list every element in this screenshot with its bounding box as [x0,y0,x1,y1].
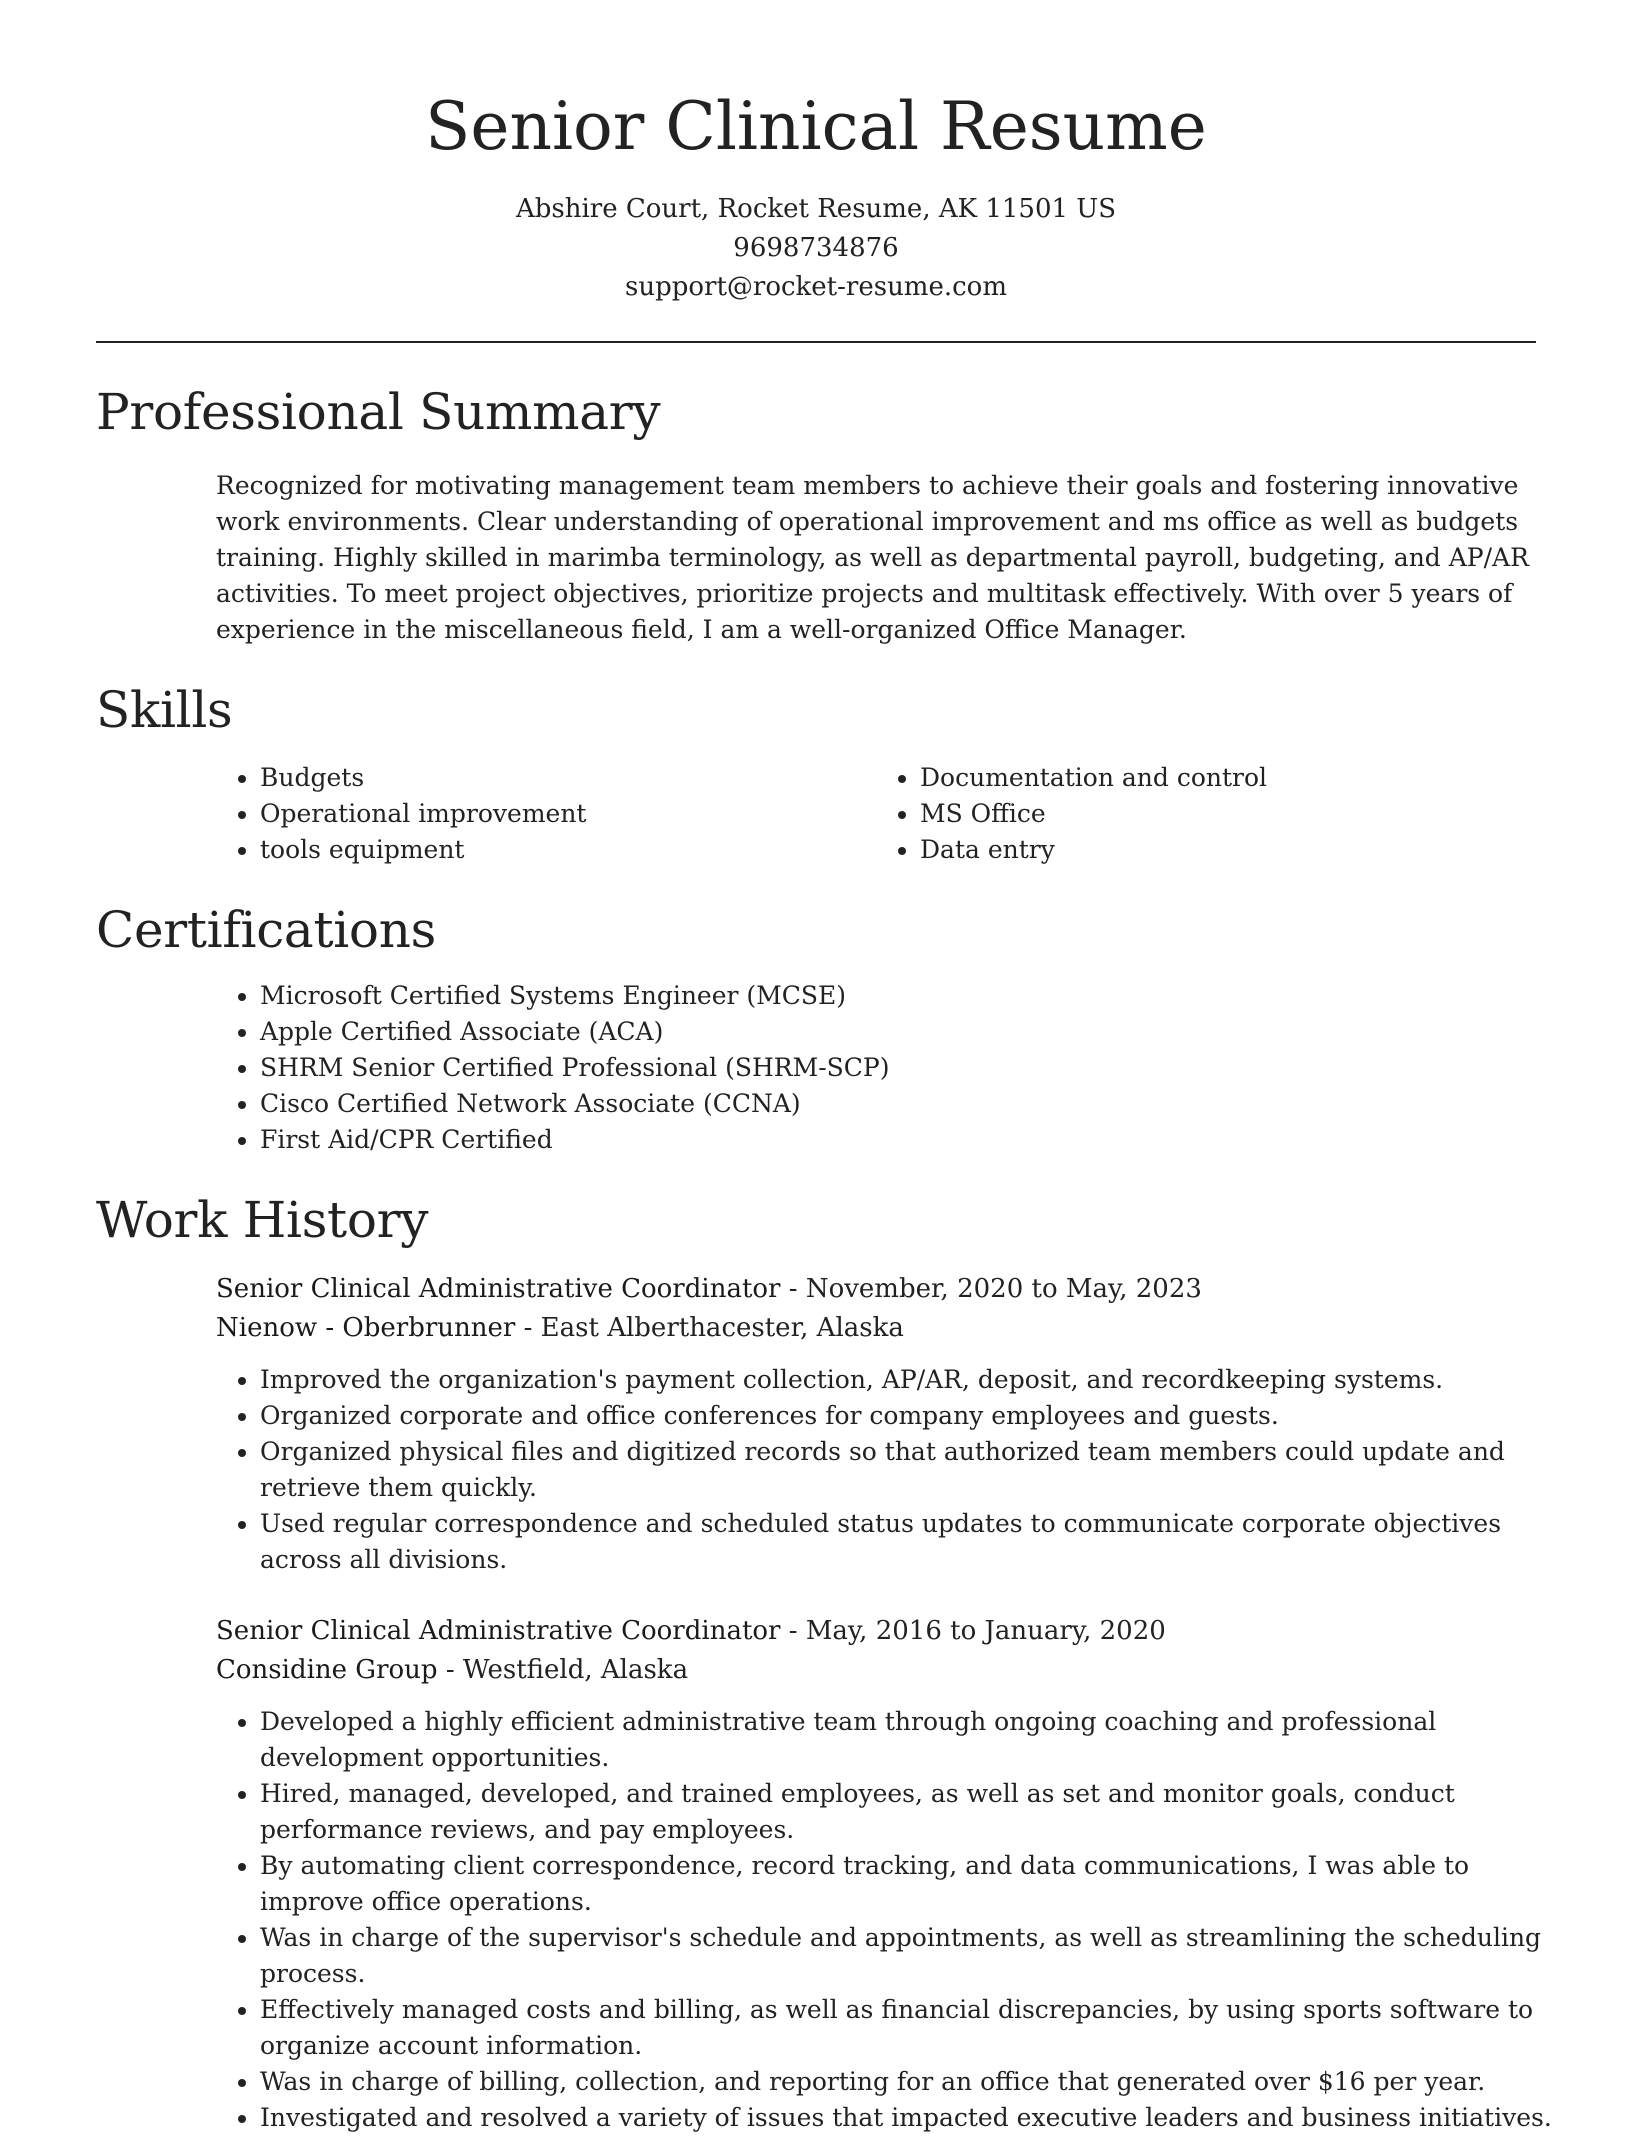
skill-item: • Budgets [260,760,876,796]
job-company: Nienow - Oberbrunner [216,1313,516,1343]
job-location: East Alberthacester, Alaska [540,1313,904,1343]
skill-item: • MS Office [920,796,1536,832]
job-bullet: • Used regular correspondence and scheduled status updates to communicate corporate objectives across all divisions. [260,1506,1580,1578]
certification-item: • First Aid/CPR Certified [260,1122,1536,1158]
certifications-heading: Certifications [96,901,436,959]
certifications-section [96,890,1536,1158]
certifications-list-wrap [216,978,1536,1158]
skill-item: • Data entry [920,832,1536,868]
skills-heading: Skills [96,681,233,739]
skill-item: • Documentation and control [920,760,1536,796]
summary-heading: Professional Summary [96,383,661,441]
job-bullet: • By automating client correspondence, record tracking, and data communications, I was able to improve office operations. [260,1848,1580,1920]
header-divider [96,341,1536,343]
address-text: Abshire Court, Rocket Resume, AK 11501 US [515,194,1117,224]
certifications-list [216,978,1536,1158]
email-text: support@rocket-resume.com [624,272,1007,302]
phone-text: 9698734876 [733,233,899,263]
job-location: Westfield, Alaska [462,1655,689,1685]
summary-section [96,372,1536,648]
certification-item: • Microsoft Certified Systems Engineer (MCSE) [260,978,1536,1014]
job-bullet: • Investigated and resolved a variety of issues that impacted executive leaders and business initiatives. [260,2100,1580,2136]
job-bullet: • Improved the organization's payment collection, AP/AR, deposit, and recordkeeping systems. [260,1362,1580,1398]
skills-columns [216,760,1536,868]
resume-title: Senior Clinical Resume [425,88,1207,165]
job-dates: November, 2020 to May, 2023 [805,1274,1202,1304]
certification-item: • Cisco Certified Network Associate (CCNA) [260,1086,1536,1122]
job-bullet: • Organized physical files and digitized records so that authorized team members could update and retrieve them quickly. [260,1434,1580,1506]
skill-item: • tools equipment [260,832,876,868]
skills-section [96,670,1536,868]
skill-item: • Operational improvement [260,796,876,832]
job-company: Considine Group [216,1655,438,1685]
job-bullet: • Was in charge of billing, collection, and reporting for an office that generated over $16 per year. [260,2064,1580,2100]
summary-text: Recognized for motivating management team members to achieve their goals and fostering innovative work environments. Clear understanding of operational improvement and ms office as well as budgets training. Highly skilled in marimba terminology, as well as departmental payroll, budgeting, and AP/AR activities. To meet project objectives, prioritize projects and multitask effectively. With over 5 years of experience in the miscellaneous field, I am a well-organized Office Manager. [216,471,1529,644]
job-entry [216,1270,1536,1578]
certification-item: • Apple Certified Associate (ACA) [260,1014,1536,1050]
job-bullet: • Effectively managed costs and billing, as well as financial discrepancies, by using sports software to organize account information. [260,1992,1580,2064]
certification-item: • SHRM Senior Certified Professional (SHRM-SCP) [260,1050,1536,1086]
skills-left-list [216,760,876,868]
job-title-line: Senior Clinical Administrative Coordinator - May, 2016 to January, 2020 [216,1616,1166,1646]
job-bullet: • Developed a highly efficient administrative team through ongoing coaching and professional development opportunities. [260,1704,1580,1776]
job-bullets [216,1362,1580,1578]
job-title-line: Senior Clinical Administrative Coordinator - November, 2020 to May, 2023 [216,1274,1202,1304]
job-bullet: • Hired, managed, developed, and trained employees, as well as set and monitor goals, conduct performance reviews, and pay employees. [260,1776,1580,1848]
job-company-line: Considine Group - Westfield, Alaska [216,1655,689,1685]
job-title: Senior Clinical Administrative Coordinator [216,1616,781,1646]
job-entry [216,1612,1552,2136]
contact-block [0,190,1632,307]
job-title: Senior Clinical Administrative Coordinator [216,1274,781,1304]
skills-right-list [876,760,1536,868]
resume-content [96,372,1552,2136]
job-bullet: • Organized corporate and office conferences for company employees and guests. [260,1398,1580,1434]
job-bullets [216,1704,1580,2136]
work-history-section [96,1180,1552,2136]
job-bullet: • Was in charge of the supervisor's schedule and appointments, as well as streamlining the scheduling process. [260,1920,1580,1992]
job-company-line: Nienow - Oberbrunner - East Alberthacester, Alaska [216,1313,904,1343]
job-dates: May, 2016 to January, 2020 [805,1616,1166,1646]
work-history-heading: Work History [96,1191,429,1249]
